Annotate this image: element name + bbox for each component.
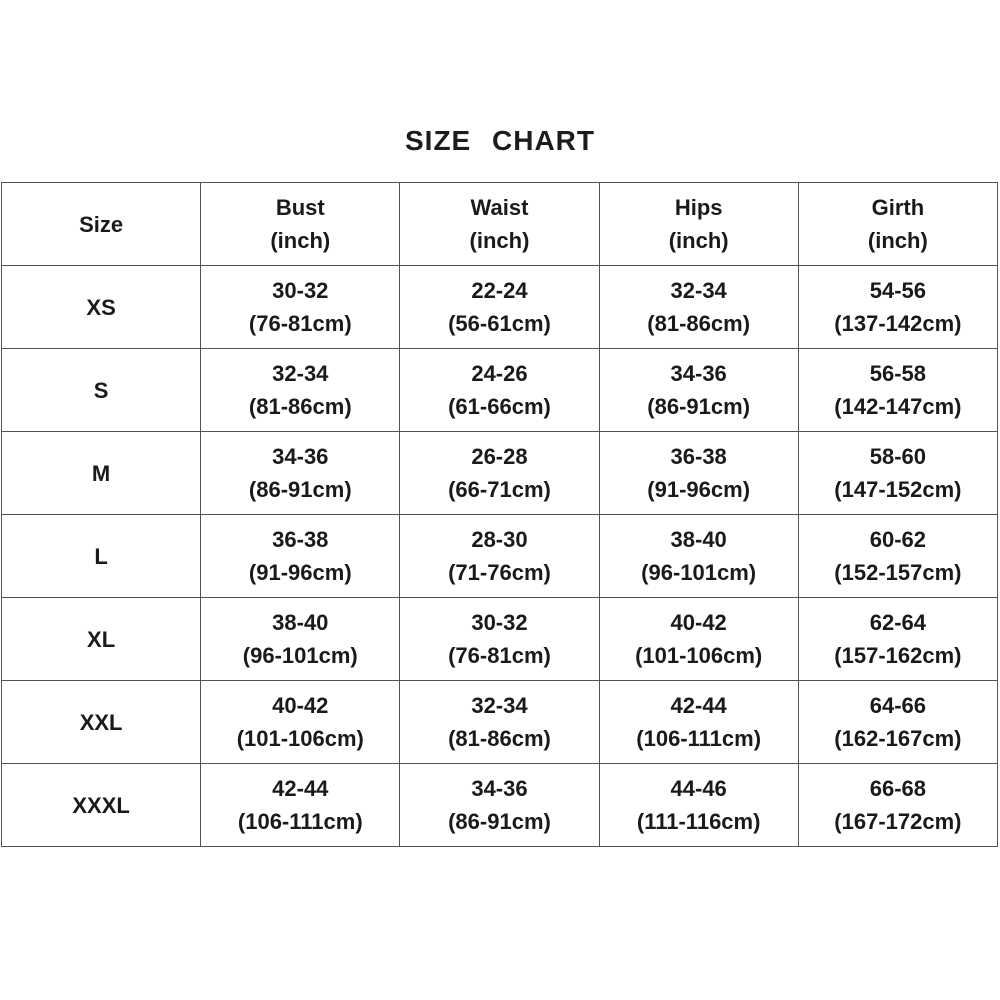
table-row-xxxl — [2, 764, 998, 847]
cm-range: (106-111cm) — [636, 726, 762, 751]
inch-range: 32-34 — [670, 278, 727, 303]
girth-cell — [798, 349, 997, 432]
column-unit: (inch) — [867, 228, 928, 253]
cm-range: (86-91cm) — [647, 394, 751, 419]
table-header — [2, 183, 998, 266]
inch-range: 24-26 — [471, 361, 528, 386]
inch-range: 34-36 — [272, 444, 329, 469]
size-cell — [2, 349, 201, 432]
inch-range: 30-32 — [471, 610, 528, 635]
inch-range: 32-34 — [471, 693, 528, 718]
cm-range: (81-86cm) — [448, 726, 551, 751]
cm-range: (96-101cm) — [641, 560, 757, 585]
cm-range: (91-96cm) — [248, 560, 352, 585]
girth-cell — [798, 266, 997, 349]
cm-range: (157-162cm) — [834, 643, 962, 668]
column-label: Hips — [674, 195, 723, 220]
size-cell — [2, 681, 201, 764]
table-row-xxl — [2, 681, 998, 764]
waist-cell — [400, 515, 599, 598]
cm-range: (76-81cm) — [448, 643, 551, 668]
hips-cell — [599, 349, 798, 432]
size-label: M — [91, 460, 111, 486]
cm-range: (162-167cm) — [834, 726, 962, 751]
inch-range: 54-56 — [869, 278, 927, 303]
waist-cell — [400, 432, 599, 515]
hips-cell — [599, 266, 798, 349]
waist-cell — [400, 349, 599, 432]
inch-range: 66-68 — [869, 776, 927, 801]
girth-cell — [798, 432, 997, 515]
size-cell — [2, 598, 201, 681]
cm-range: (111-116cm) — [636, 809, 761, 834]
inch-range: 38-40 — [272, 610, 329, 635]
cm-range: (106-111cm) — [237, 809, 363, 834]
cm-range: (66-71cm) — [448, 477, 551, 502]
inch-range: 34-36 — [471, 776, 528, 801]
size-cell — [2, 432, 201, 515]
girth-cell — [798, 681, 997, 764]
inch-range: 44-46 — [670, 776, 727, 801]
hips-cell — [599, 515, 798, 598]
cm-range: (81-86cm) — [248, 394, 352, 419]
cm-range: (81-86cm) — [647, 311, 751, 336]
inch-range: 60-62 — [869, 527, 927, 552]
size-cell — [2, 515, 201, 598]
waist-cell — [400, 266, 599, 349]
waist-cell — [400, 764, 599, 847]
inch-range: 64-66 — [869, 693, 927, 718]
inch-range: 40-42 — [272, 693, 329, 718]
hips-cell — [599, 432, 798, 515]
size-label: L — [94, 543, 108, 569]
bust-cell — [201, 764, 400, 847]
cm-range: (142-147cm) — [834, 394, 962, 419]
inch-range: 42-44 — [670, 693, 727, 718]
size-chart-table — [1, 182, 998, 847]
inch-range: 36-38 — [670, 444, 727, 469]
column-unit: (inch) — [668, 228, 729, 253]
inch-range: 28-30 — [471, 527, 528, 552]
cm-range: (152-157cm) — [834, 560, 962, 585]
column-header-hips — [599, 183, 798, 266]
cm-range: (101-106cm) — [236, 726, 364, 751]
girth-cell — [798, 598, 997, 681]
cm-range: (91-96cm) — [647, 477, 751, 502]
inch-range: 36-38 — [272, 527, 329, 552]
cm-range: (147-152cm) — [834, 477, 962, 502]
cm-range: (86-91cm) — [448, 809, 551, 834]
column-header-bust — [201, 183, 400, 266]
column-label: Size — [79, 211, 124, 237]
bust-cell — [201, 598, 400, 681]
inch-range: 26-28 — [471, 444, 528, 469]
hips-cell — [599, 681, 798, 764]
size-label: S — [93, 377, 109, 403]
inch-range: 32-34 — [272, 361, 329, 386]
cm-range: (167-172cm) — [834, 809, 962, 834]
header-row — [2, 183, 998, 266]
table-row-xl — [2, 598, 998, 681]
size-label: XXXL — [72, 792, 130, 818]
column-label: Girth — [871, 195, 925, 220]
hips-cell — [599, 764, 798, 847]
size-label: XL — [87, 626, 116, 652]
inch-range: 38-40 — [670, 527, 727, 552]
inch-range: 42-44 — [272, 776, 329, 801]
cm-range: (137-142cm) — [834, 311, 962, 336]
column-header-girth — [798, 183, 997, 266]
column-header-size — [2, 183, 201, 266]
cm-range: (86-91cm) — [248, 477, 352, 502]
girth-cell — [798, 764, 997, 847]
size-label: XS — [86, 294, 116, 320]
column-label: Bust — [275, 195, 325, 220]
bust-cell — [201, 432, 400, 515]
inch-range: 58-60 — [869, 444, 927, 469]
cm-range: (101-106cm) — [635, 643, 763, 668]
column-header-waist — [400, 183, 599, 266]
inch-range: 62-64 — [869, 610, 927, 635]
waist-cell — [400, 681, 599, 764]
bust-cell — [201, 681, 400, 764]
bust-cell — [201, 266, 400, 349]
hips-cell — [599, 598, 798, 681]
cm-range: (76-81cm) — [248, 311, 352, 336]
cm-range: (61-66cm) — [448, 394, 551, 419]
cm-range: (96-101cm) — [242, 643, 358, 668]
table-row-s — [2, 349, 998, 432]
inch-range: 40-42 — [670, 610, 727, 635]
inch-range: 30-32 — [272, 278, 329, 303]
size-cell — [2, 764, 201, 847]
girth-cell — [798, 515, 997, 598]
size-cell — [2, 266, 201, 349]
bust-cell — [201, 515, 400, 598]
bust-cell — [201, 349, 400, 432]
waist-cell — [400, 598, 599, 681]
inch-range: 22-24 — [471, 278, 528, 303]
column-label: Waist — [470, 195, 529, 220]
table-row-m — [2, 432, 998, 515]
inch-range: 56-58 — [869, 361, 927, 386]
cm-range: (71-76cm) — [448, 560, 551, 585]
column-unit: (inch) — [270, 228, 331, 253]
table-body — [2, 266, 998, 847]
cm-range: (56-61cm) — [448, 311, 551, 336]
size-label: XXL — [79, 709, 123, 735]
column-unit: (inch) — [469, 228, 530, 253]
table-row-l — [2, 515, 998, 598]
inch-range: 34-36 — [670, 361, 727, 386]
table-row-xs — [2, 266, 998, 349]
page-title: SIZE CHART — [405, 125, 595, 156]
